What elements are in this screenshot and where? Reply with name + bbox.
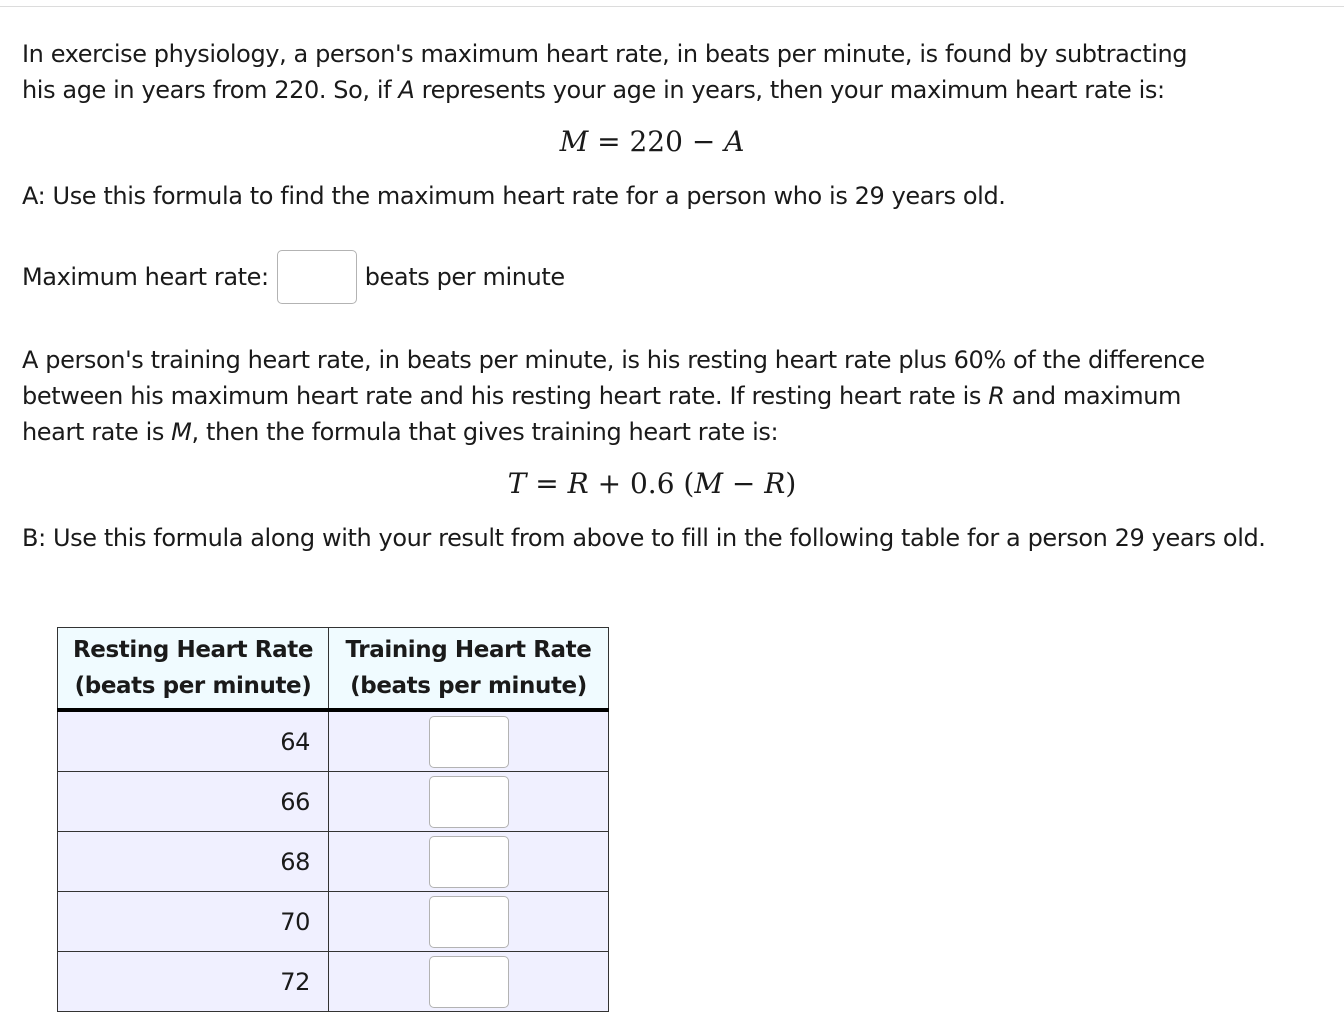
part-a-text: Use this formula to find the maximum heart rate for a person who is 29 years old. bbox=[45, 182, 1006, 210]
part-a-label: A: bbox=[22, 182, 46, 210]
resting-heart-rate-header bbox=[58, 628, 329, 711]
max-heart-rate-unit: beats per minute bbox=[364, 263, 565, 291]
training-heart-rate-header bbox=[329, 628, 609, 711]
training-line-1: A person's training heart rate, in beats per minute, is his resting heart rate plus 60% of the difference bbox=[22, 346, 1205, 374]
part-b-text: Use this formula along with your result from above to fill in the following table for a person 29 years old. bbox=[45, 524, 1266, 552]
training-rate-input[interactable] bbox=[429, 836, 509, 888]
intro-line-1: In exercise physiology, a person's maximum heart rate, in beats per minute, is found by subtracting bbox=[22, 40, 1188, 68]
max-heart-rate-answer-row bbox=[22, 250, 565, 304]
top-divider bbox=[0, 6, 1344, 7]
training-rate-cell bbox=[329, 892, 609, 952]
resting-rate-cell: 72 bbox=[58, 952, 329, 1012]
training-heart-rate-formula bbox=[0, 466, 1304, 502]
training-rate-input[interactable] bbox=[429, 956, 509, 1008]
resting-rate-cell: 68 bbox=[58, 832, 329, 892]
max-heart-rate-input[interactable] bbox=[277, 250, 357, 304]
resting-header-line-1: Resting Heart Rate bbox=[72, 637, 314, 663]
formula2-minus: − bbox=[723, 467, 765, 500]
resting-rate-cell: 66 bbox=[58, 772, 329, 832]
training-variable-m: M bbox=[171, 418, 192, 446]
intro-variable-a: A bbox=[398, 76, 415, 104]
intro-paragraph bbox=[22, 36, 1322, 108]
part-b-label: B: bbox=[22, 524, 46, 552]
formula2-r1: R bbox=[567, 467, 589, 500]
resting-header-line-2: (beats per minute) bbox=[74, 673, 312, 699]
max-heart-rate-label: Maximum heart rate: bbox=[22, 263, 269, 291]
training-rate-cell bbox=[329, 832, 609, 892]
table-row bbox=[58, 772, 609, 832]
table-row bbox=[58, 892, 609, 952]
formula2-t: T bbox=[507, 467, 527, 500]
formula2-r2: R bbox=[764, 467, 786, 500]
table-row bbox=[58, 952, 609, 1012]
resting-rate-cell: 64 bbox=[58, 710, 329, 772]
intro-line-2-suffix: represents your age in years, then your maximum heart rate is: bbox=[414, 76, 1165, 104]
training-rate-input[interactable] bbox=[429, 896, 509, 948]
training-line-2-suffix: and maximum bbox=[1004, 382, 1182, 410]
formula2-eq: = bbox=[526, 467, 568, 500]
training-header-line-1: Training Heart Rate bbox=[345, 637, 592, 663]
table-row bbox=[58, 832, 609, 892]
table-row bbox=[58, 710, 609, 772]
training-rate-input[interactable] bbox=[429, 776, 509, 828]
training-header-line-2: (beats per minute) bbox=[350, 673, 587, 699]
part-a-question bbox=[22, 178, 1322, 214]
part-b-question bbox=[22, 520, 1322, 556]
formula2-mid: + 0.6 ( bbox=[588, 467, 695, 500]
training-rate-cell bbox=[329, 710, 609, 772]
training-variable-r: R bbox=[988, 382, 1005, 410]
resting-rate-cell: 70 bbox=[58, 892, 329, 952]
training-paragraph bbox=[22, 342, 1312, 450]
heart-rate-table bbox=[57, 627, 609, 1012]
formula2-m: M bbox=[694, 467, 724, 500]
intro-line-2-prefix: his age in years from 220. So, if bbox=[22, 76, 399, 104]
formula1-eq: = 220 − bbox=[588, 125, 725, 158]
training-rate-cell bbox=[329, 772, 609, 832]
training-rate-input[interactable] bbox=[429, 716, 509, 768]
max-heart-rate-formula bbox=[0, 124, 1304, 160]
training-line-2-prefix: between his maximum heart rate and his resting heart rate. If resting heart rate is bbox=[22, 382, 989, 410]
formula1-lhs: M bbox=[559, 125, 589, 158]
training-line-3-suffix: , then the formula that gives training heart rate is: bbox=[191, 418, 779, 446]
training-rate-cell bbox=[329, 952, 609, 1012]
training-line-3-prefix: heart rate is bbox=[22, 418, 172, 446]
formula2-close: ) bbox=[785, 467, 797, 500]
table-header-row bbox=[58, 628, 609, 711]
formula1-rhs: A bbox=[724, 125, 745, 158]
